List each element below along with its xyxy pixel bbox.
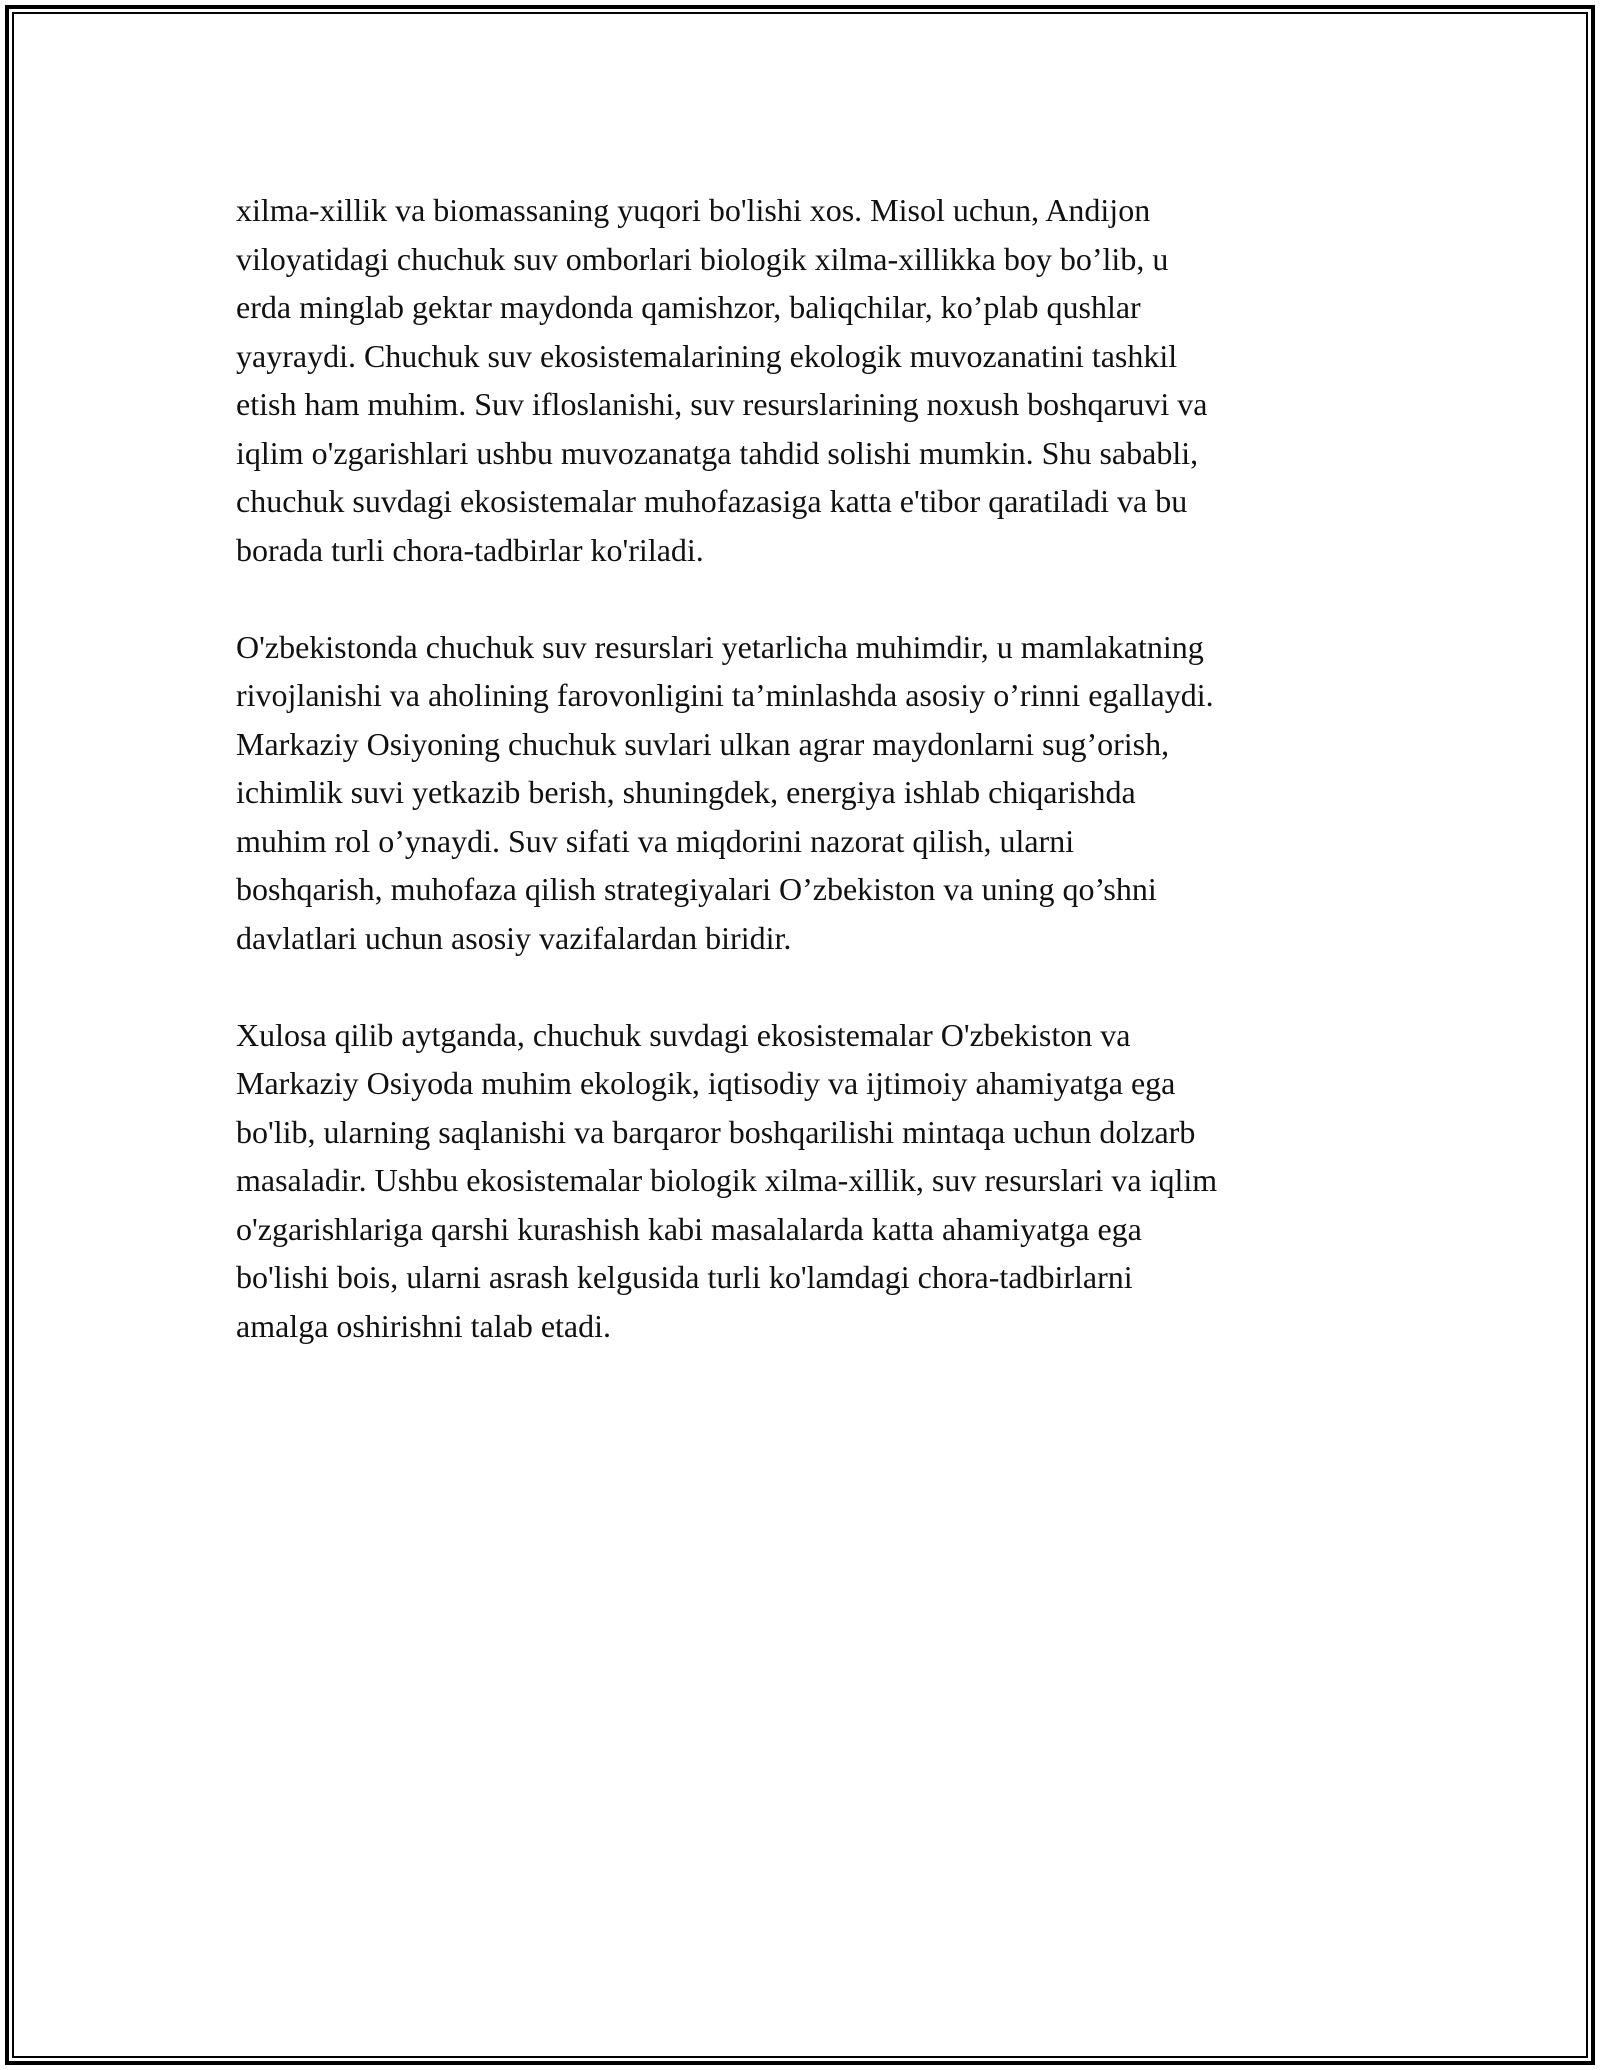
text-line: bo'lishi bois, ularni asrash kelgusida turli ko'lamdagi chora-tadbirlarni xyxy=(236,1259,1133,1295)
text-line: iqlim o'zgarishlari ushbu muvozanatga tahdid solishi mumkin. Shu sababli, xyxy=(236,434,1199,471)
text-line: ichimlik suvi yetkazib berish, shuningdek, energiya ishlab chiqarishda xyxy=(236,774,1136,810)
text-line: masaladir. Ushbu ekosistemalar biologik xilma-xillik, suv resurslari va iqlim xyxy=(236,1162,1218,1198)
text-line: rivojlanishi va aholining farovonligini ta’minlashda asosiy o’rinni egallaydi. xyxy=(236,677,1214,713)
paragraph-1 xyxy=(236,186,1376,574)
text-line: muhim rol o’ynaydi. Suv sifati va miqdorini nazorat qilish, ularni xyxy=(236,822,1075,859)
text-line: borada turli chora-tadbirlar ko'riladi. xyxy=(236,531,704,568)
text-line: etish ham muhim. Suv ifloslanishi, suv resurslarining noxush boshqaruvi va xyxy=(236,386,1208,422)
text-line: xilma-xillik va biomassaning yuqori bo'lishi xos. Misol uchun, Andijon xyxy=(236,192,1151,228)
text-line: o'zgarishlariga qarshi kurashish kabi masalalarda katta ahamiyatga ega xyxy=(236,1210,1142,1247)
text-line: O'zbekistonda chuchuk suv resurslari yetarlicha muhimdir, u mamlakatning xyxy=(236,628,1204,665)
text-line: Xulosa qilib aytganda, chuchuk suvdagi ekosistemalar O'zbekiston va xyxy=(236,1016,1131,1053)
paragraph-2 xyxy=(236,623,1376,963)
text-line: viloyatidagi chuchuk suv omborlari biologik xilma-xillikka boy bo’lib, u xyxy=(236,240,1169,277)
text-line: yayraydi. Chuchuk suv ekosistemalarining ekologik muvozanatini tashkil xyxy=(236,337,1178,374)
text-line: Markaziy Osiyoning chuchuk suvlari ulkan agrar maydonlarni sug’orish, xyxy=(236,725,1170,762)
paragraph-3 xyxy=(236,1011,1376,1351)
text-line: chuchuk suvdagi ekosistemalar muhofazasiga katta e'tibor qaratiladi va bu xyxy=(236,483,1188,519)
document-body xyxy=(236,186,1376,1350)
text-line: boshqarish, muhofaza qilish strategiyalari O’zbekiston va uning qo’shni xyxy=(236,871,1157,907)
text-line: bo'lib, ularning saqlanishi va barqaror boshqarilishi mintaqa uchun dolzarb xyxy=(236,1113,1196,1150)
text-line: erda minglab gektar maydonda qamishzor, baliqchilar, ko’plab qushlar xyxy=(236,289,1141,325)
text-line: davlatlari uchun asosiy vazifalardan biridir. xyxy=(236,919,792,956)
text-line: Markaziy Osiyoda muhim ekologik, iqtisodiy va ijtimoiy ahamiyatga ega xyxy=(236,1065,1176,1101)
text-line: amalga oshirishni talab etadi. xyxy=(236,1307,611,1344)
